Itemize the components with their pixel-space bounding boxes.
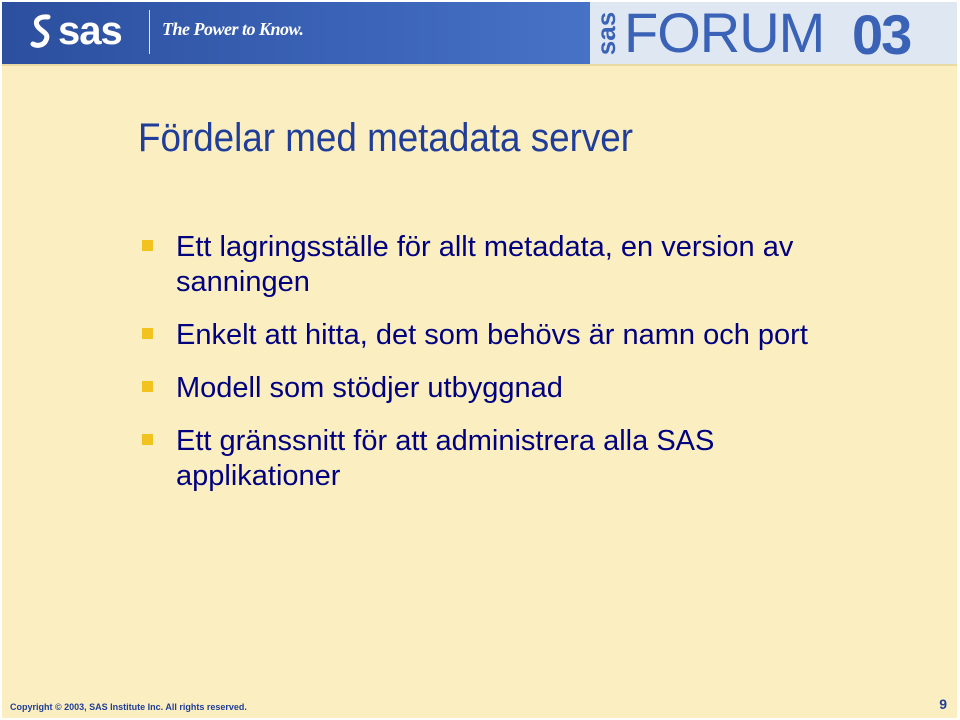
page-number: 9 [939, 696, 947, 712]
square-bullet-icon [142, 381, 153, 392]
bullet-list [140, 230, 860, 512]
square-bullet-icon [142, 328, 153, 339]
forum-word: FORUM [624, 2, 825, 64]
bullet-item [140, 318, 860, 353]
forum-logo [590, 2, 957, 64]
square-bullet-icon [142, 240, 153, 251]
sas-logo-text: sas [58, 8, 122, 53]
square-bullet-icon [142, 434, 153, 445]
bullet-item [140, 424, 860, 494]
bullet-item [140, 371, 860, 406]
slide [2, 2, 957, 718]
forum-year: 03 [852, 3, 911, 66]
bullet-text: Enkelt att hitta, det som behövs är namn och port [176, 319, 808, 351]
sas-swirl-icon [30, 14, 56, 48]
bullet-text: Modell som stödjer utbyggnad [176, 372, 563, 404]
bullet-text: Ett gränssnitt för att administrera alla SAS applikationer [176, 425, 715, 492]
header-banner [2, 2, 957, 66]
tagline: The Power to Know. [162, 19, 304, 39]
forum-sas-mark: sas [591, 11, 622, 55]
slide-title: Fördelar med metadata server [138, 116, 633, 160]
header-divider [149, 10, 150, 54]
bullet-item [140, 230, 860, 300]
sas-logo [30, 6, 122, 56]
copyright-notice: Copyright © 2003, SAS Institute Inc. All rights reserved. [10, 702, 247, 712]
bullet-text: Ett lagringsställe för allt metadata, en version av sanningen [176, 231, 794, 298]
